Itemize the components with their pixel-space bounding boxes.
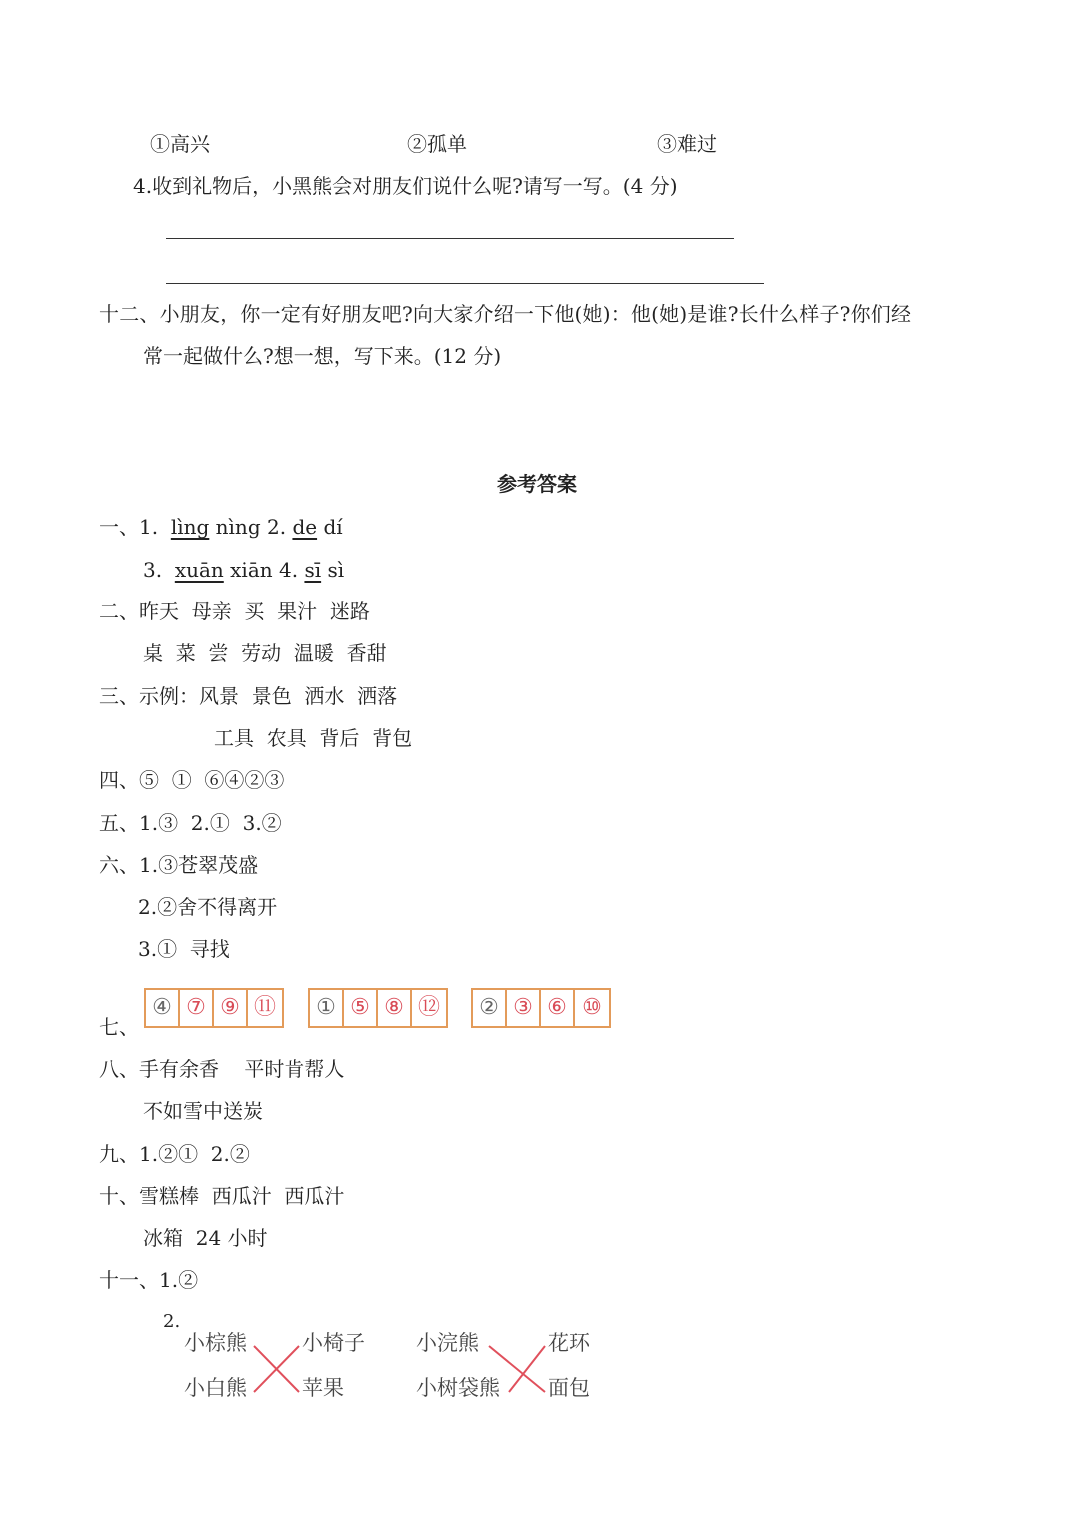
sequence-number: ⑨ <box>220 995 240 1020</box>
match-right-top-2: 花环 <box>548 1331 590 1355</box>
answer-5: 五、1.③ 2.① 3.② <box>99 811 282 835</box>
answer-6-line-3: 3.① 寻找 <box>138 937 230 961</box>
answer-8-line-1: 八、手有余香 平时肯帮人 <box>99 1057 345 1081</box>
option-1: ①高兴 <box>150 132 210 156</box>
answer-1-pinyin-3-correct: xuān <box>174 558 224 582</box>
match-right-top: 小椅子 <box>302 1331 365 1355</box>
answer-6-line-2: 2.②舍不得离开 <box>138 895 278 919</box>
answer-9: 九、1.②① 2.② <box>99 1142 250 1166</box>
sequence-number: ⑥ <box>547 995 567 1020</box>
match-right-bottom: 苹果 <box>302 1376 344 1400</box>
match-left-bottom-2: 小树袋熊 <box>416 1376 500 1400</box>
answer-1-pinyin-4-correct: sī <box>304 558 322 582</box>
match-left-top-2: 小浣熊 <box>416 1331 479 1355</box>
answer-1-pinyin-3: xiān <box>230 558 273 582</box>
answer-10-line-1: 十、雪糕棒 西瓜汁 西瓜汁 <box>99 1184 345 1208</box>
answer-11-num-2: 2. <box>163 1311 181 1332</box>
sequence-number: ⑪ <box>253 995 276 1020</box>
match-line <box>509 1346 545 1392</box>
match-right-bottom-2: 面包 <box>548 1376 590 1400</box>
sequence-number: ③ <box>513 995 533 1020</box>
answer-1-pinyin-1: nìng <box>215 515 261 539</box>
sequence-number: ⑦ <box>186 995 206 1020</box>
answer-4: 四、⑤ ① ⑥④②③ <box>99 768 285 792</box>
answer-3-line-2: 工具 农具 背后 背包 <box>214 726 413 750</box>
answer-1-num-3: 3. <box>143 558 163 582</box>
question-12-line-1: 十二、小朋友，你一定有好朋友吧?向大家介绍一下他(她)：他(她)是谁?长什么样子?你们经 <box>99 302 912 326</box>
sequence-number: ⑩ <box>582 995 602 1020</box>
answer-11-line-1: 十一、1.② <box>99 1268 199 1292</box>
answer-2-line-1: 二、昨天 母亲 买 果汁 迷路 <box>99 599 370 623</box>
answers-title: 参考答案 <box>497 472 577 496</box>
answer-1-pinyin-2-correct: de <box>292 515 318 539</box>
answer-1-num-4: 4. <box>278 558 299 582</box>
answer-8-line-2: 不如雪中送炭 <box>143 1099 263 1123</box>
option-2: ②孤单 <box>407 132 467 156</box>
answer-1-pinyin-4: sì <box>327 558 345 582</box>
answer-1-pinyin-1-correct: lìng <box>170 515 210 539</box>
answer-2-line-2: 桌 菜 尝 劳动 温暖 香甜 <box>143 641 387 665</box>
answer-7-label: 七、 <box>99 1015 139 1039</box>
sequence-number: ① <box>316 995 336 1020</box>
question-12-line-2: 常一起做什么?想一想，写下来。(12 分) <box>143 344 502 368</box>
answer-1-num-2: 2. <box>266 515 287 539</box>
answer-1-pinyin-2: dí <box>323 515 343 539</box>
answer-3-line-1: 三、示例：风景 景色 洒水 洒落 <box>99 684 398 708</box>
option-3: ③难过 <box>657 132 717 156</box>
sequence-number: ⑧ <box>384 995 404 1020</box>
sequence-number: ⑫ <box>417 995 440 1020</box>
match-left-bottom: 小白熊 <box>184 1376 247 1400</box>
answer-10-line-2: 冰箱 24 小时 <box>143 1226 268 1250</box>
sequence-number: ④ <box>152 995 172 1020</box>
sequence-number: ② <box>479 995 499 1020</box>
sequence-number: ⑤ <box>350 995 370 1020</box>
match-left-top: 小棕熊 <box>184 1331 247 1355</box>
question-4-prompt: 4.收到礼物后，小黑熊会对朋友们说什么呢?请写一写。(4 分) <box>133 174 678 198</box>
answer-1-label: 一、 <box>99 515 139 539</box>
answer-1-num-1: 1. <box>139 515 159 539</box>
answer-6-line-1: 六、1.③苍翠茂盛 <box>99 853 259 877</box>
